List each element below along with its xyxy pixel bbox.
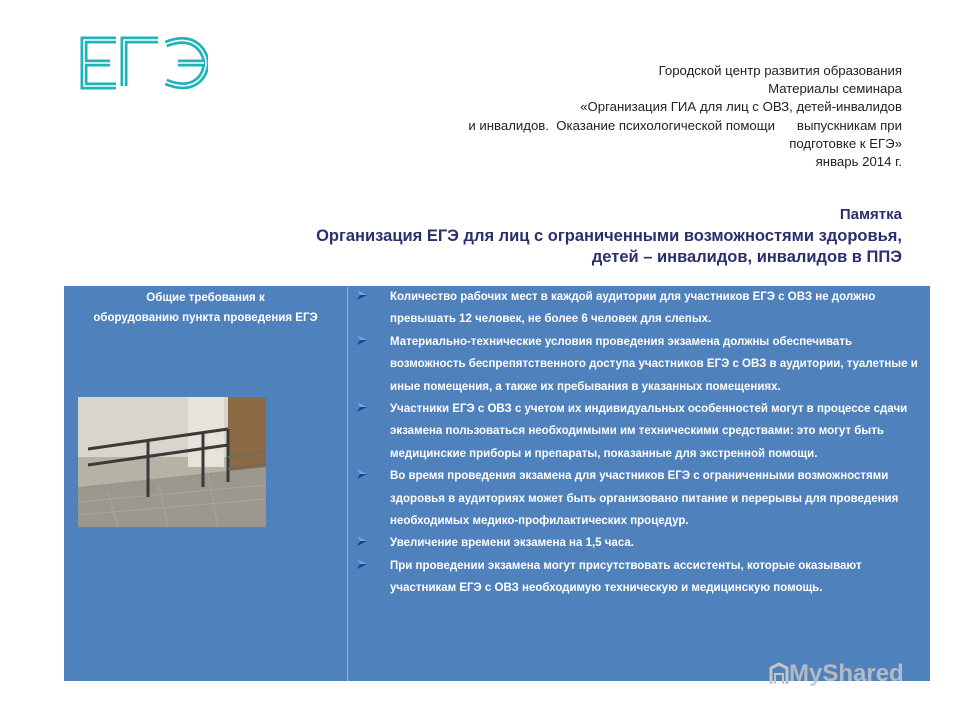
content-panel xyxy=(64,286,930,681)
list-item xyxy=(354,286,924,331)
list-item-text: Количество рабочих мест в каждой аудитории для участников ЕГЭ с ОВЗ не должно превышать 12 человек, не более 6 человек для слепых. xyxy=(390,291,876,326)
list-item xyxy=(354,331,924,398)
header-line: Материалы семинара xyxy=(768,81,902,97)
arrow-bullet-icon xyxy=(357,536,367,546)
list-item-text: Увеличение времени экзамена на 1,5 часа. xyxy=(390,537,634,550)
header-line: и инвалидов. Оказание психологической помощи выпускникам при xyxy=(468,117,902,133)
list-item-text: Материально-технические условия проведения экзамена должны обеспечивать возможность беспрепятственного доступа участников ЕГЭ с ОВЗ в аудитории, туалетные и иные помещения, а также их пребывания в указанных помещениях. xyxy=(390,335,918,393)
watermark-icon xyxy=(767,662,791,686)
ege-logo xyxy=(78,34,208,92)
left-title-line: Общие требования к xyxy=(146,292,265,304)
header-line: подготовке к ЕГЭ» xyxy=(789,135,902,151)
arrow-bullet-icon xyxy=(357,335,367,345)
title-line: детей – инвалидов, инвалидов в ППЭ xyxy=(591,248,902,266)
arrow-bullet-icon xyxy=(357,559,367,569)
list-item-text: Во время проведения экзамена для участников ЕГЭ с ограниченными возможностями здоровья в аудиториях может быть организовано питание и перерывы для проведения необходимых медико-профилактических процедур. xyxy=(390,470,899,528)
left-title-line: оборудованию пункта проведения ЕГЭ xyxy=(93,312,318,324)
arrow-bullet-icon xyxy=(357,402,367,412)
header-block xyxy=(342,62,902,171)
watermark: MyShared xyxy=(789,660,904,687)
ramp-with-handrail-photo xyxy=(78,397,266,527)
requirements-list xyxy=(354,286,924,600)
list-item-text: Участники ЕГЭ с ОВЗ с учетом их индивидуальных особенностей могут в процессе сдачи экзамена пользоваться необходимыми им техническими средствами: это могут быть медицинские приборы и препараты, показанные для экстренной помощи. xyxy=(390,403,908,460)
list-item xyxy=(354,398,924,465)
header-line: Городской центр развития образования xyxy=(658,63,902,78)
arrow-bullet-icon xyxy=(357,469,367,479)
title-line: Организация ЕГЭ для лиц с ограниченными возможностями здоровья, xyxy=(316,227,902,245)
page-title xyxy=(102,226,902,268)
left-cell xyxy=(64,286,348,681)
header-line: «Организация ГИА для лиц с ОВЗ, детей-инвалидов xyxy=(580,99,902,115)
memo-label: Памятка xyxy=(839,206,902,223)
list-item xyxy=(354,465,924,532)
list-item xyxy=(354,555,924,600)
list-item-text: При проведении экзамена могут присутствовать ассистенты, которые оказывают участникам ЕГЭ с ОВЗ необходимую техническую и медицинскую помощь. xyxy=(390,559,862,595)
left-cell-title xyxy=(64,288,347,328)
arrow-bullet-icon xyxy=(357,290,367,300)
header-line: январь 2014 г. xyxy=(815,154,902,170)
list-item xyxy=(354,532,924,554)
